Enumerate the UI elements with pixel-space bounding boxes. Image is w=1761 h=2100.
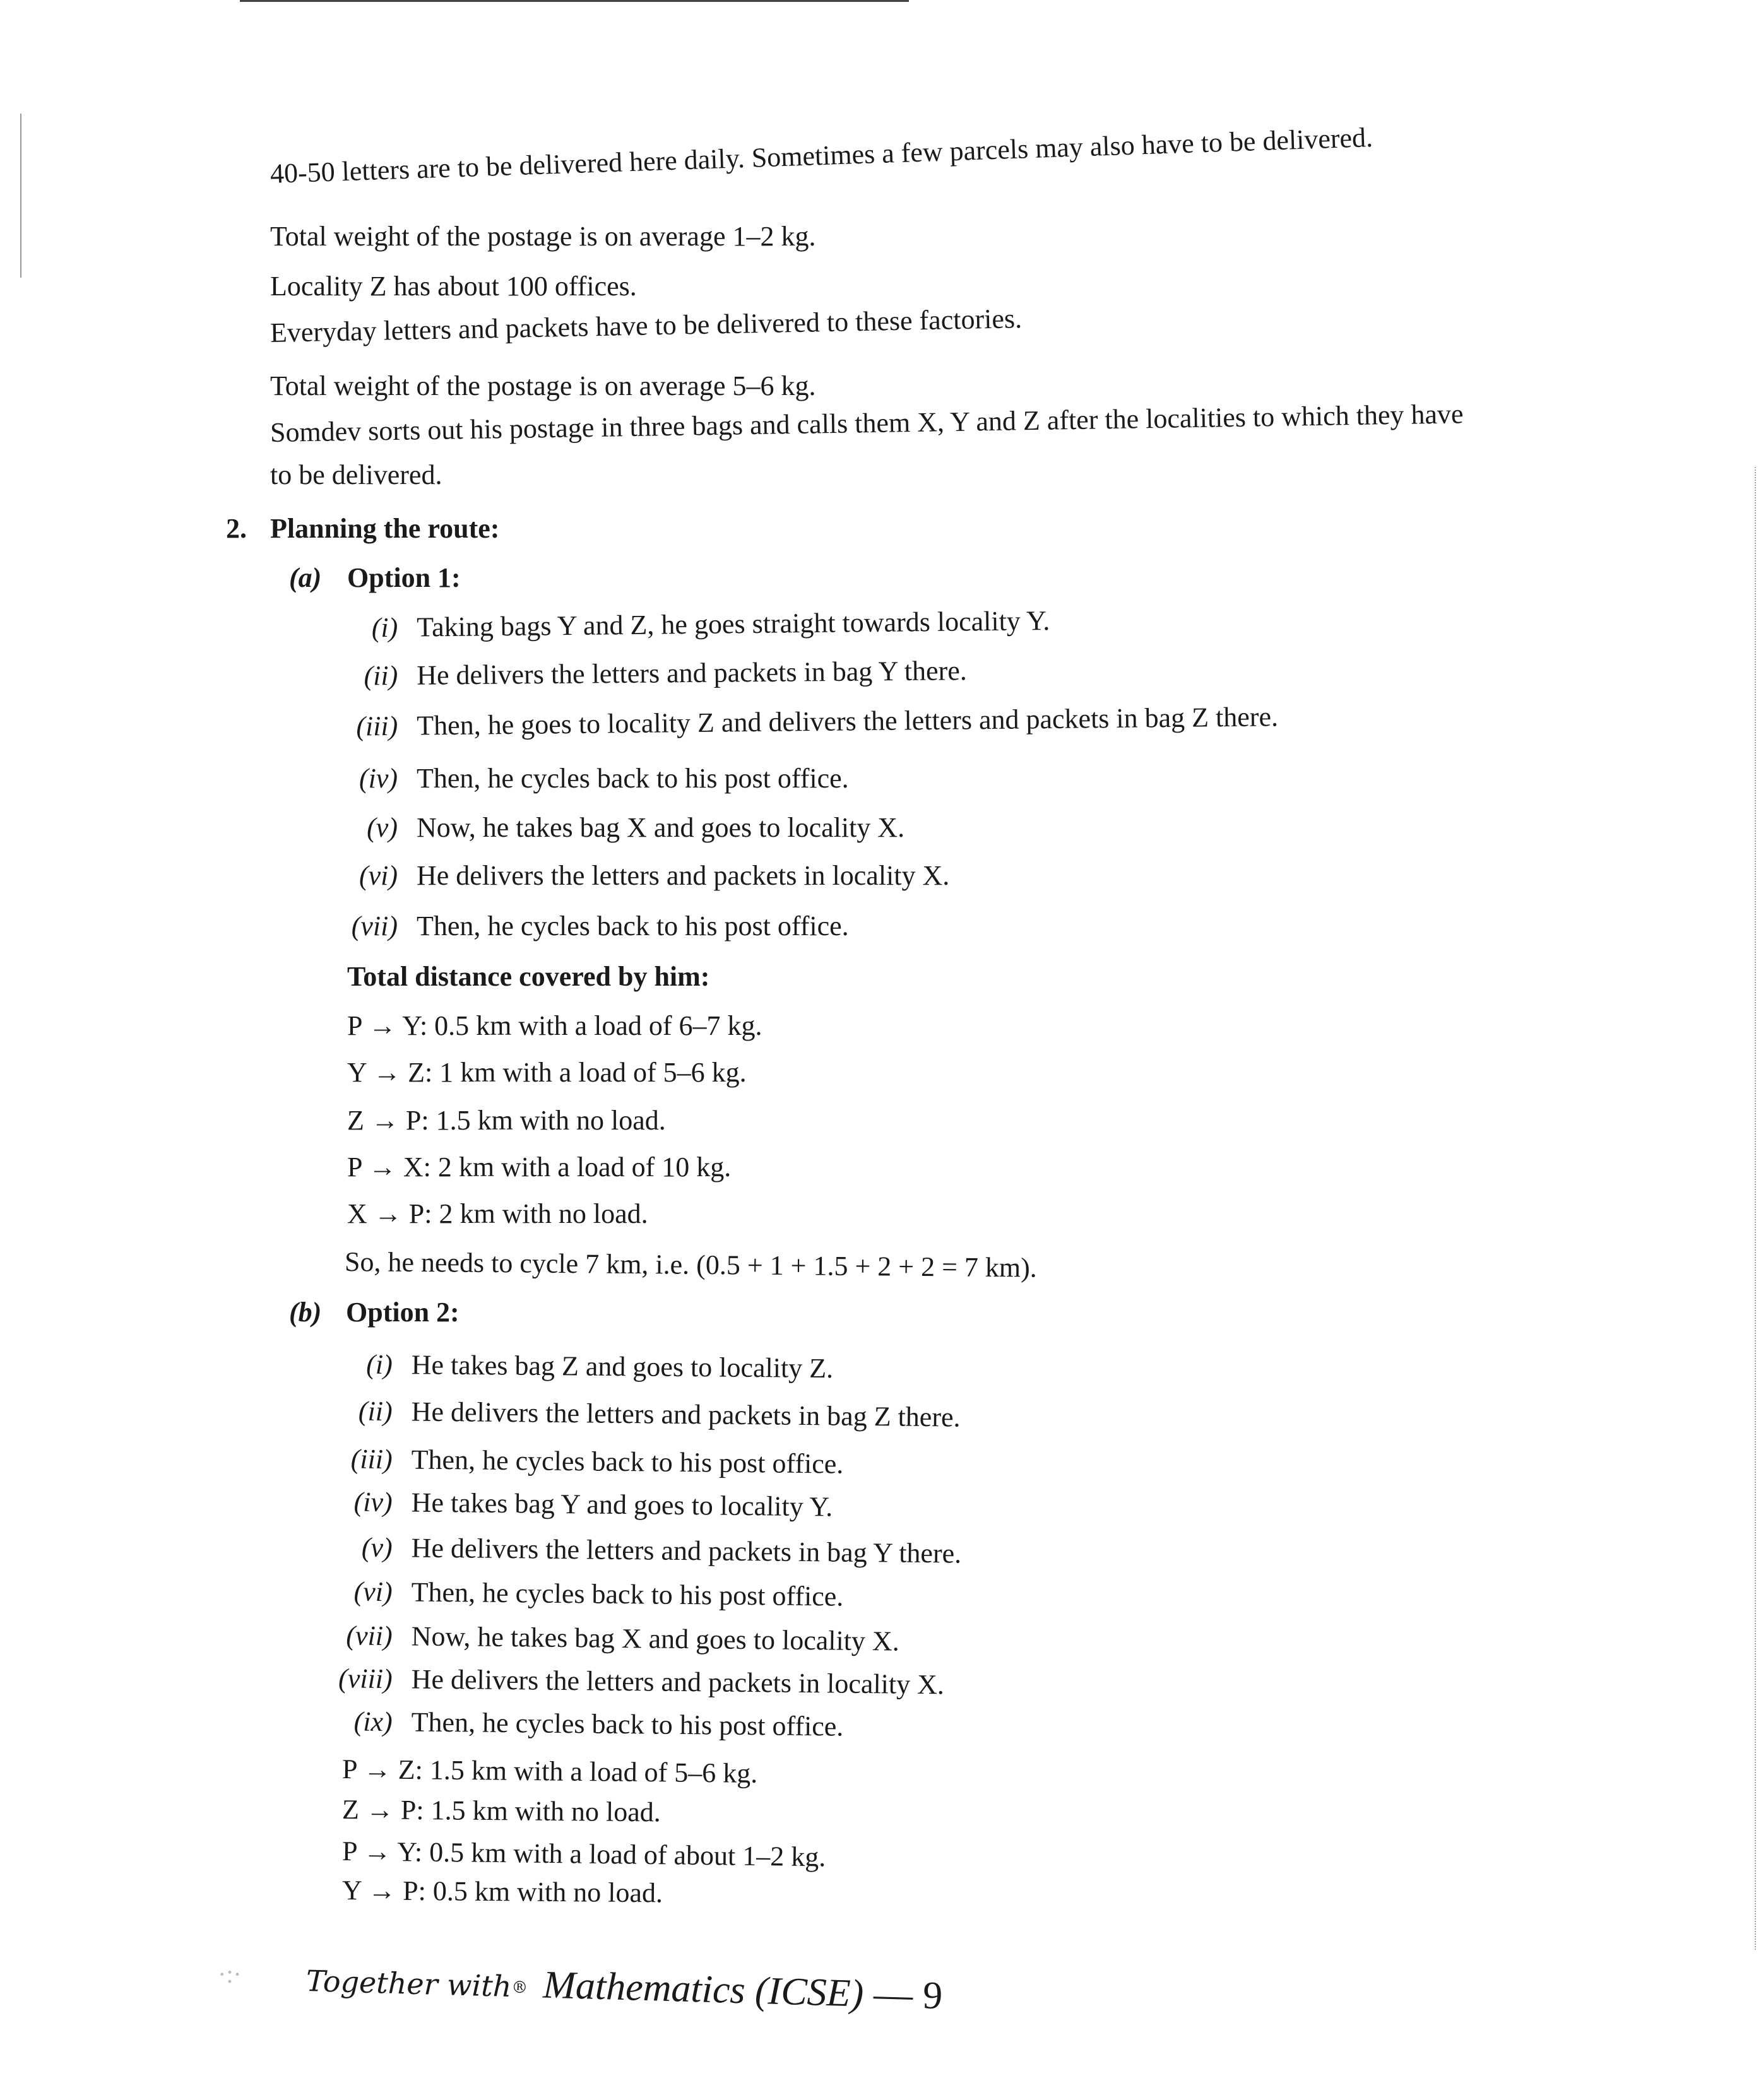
- option1-step: [328, 695, 1654, 742]
- intro-line: Everyday letters and packets have to be delivered to these factories.: [270, 303, 1023, 348]
- intro-line: Somdev sorts out his postage in three bags and calls them X, Y and Z after the localities to which they have: [270, 398, 1464, 448]
- step-text: He delivers the letters and packets in bag Z there.: [411, 1396, 961, 1433]
- page-number: 9: [922, 1974, 944, 2018]
- step-text: Now, he takes bag X and goes to locality X.: [411, 1620, 899, 1657]
- step-numeral: (i): [371, 611, 398, 644]
- step-numeral: (iv): [353, 1486, 393, 1518]
- option2-step: [323, 1484, 1649, 1523]
- intro-line: Total weight of the postage is on average 5–6 kg.: [270, 370, 816, 401]
- step-text: Then, he cycles back to his post office.: [411, 1706, 844, 1742]
- step-numeral: (ii): [358, 1395, 393, 1427]
- step-text: He delivers the letters and packets in bag Y there.: [417, 655, 967, 691]
- intro-line: to be delivered.: [270, 459, 442, 490]
- total-distance-heading: Total distance covered by him:: [347, 961, 710, 992]
- step-numeral: (i): [366, 1348, 393, 1380]
- step-numeral: (ix): [353, 1706, 393, 1738]
- option2-step: [323, 1618, 1649, 1657]
- step-numeral: (vii): [351, 911, 398, 941]
- step-text: Then, he cycles back to his post office.: [411, 1444, 844, 1480]
- route-leg: P → Y: 0.5 km with a load of about 1–2 kg.: [341, 1836, 826, 1873]
- intro-line: Total weight of the postage is on average 1–2 kg.: [270, 221, 816, 252]
- step-text: Then, he cycles back to his post office.: [417, 763, 849, 794]
- page-separator: —: [873, 1973, 914, 2017]
- route-leg: Y → Z: 1 km with a load of 5–6 kg.: [347, 1057, 747, 1088]
- scan-smudge: ·:·: [218, 1960, 242, 1988]
- step-numeral: (v): [367, 812, 398, 843]
- option2-step: [323, 1530, 1649, 1569]
- step-text: He delivers the letters and packets in bag Y there.: [411, 1532, 962, 1569]
- option1-step: [328, 647, 1654, 692]
- option1-summary: So, he needs to cycle 7 km, i.e. (0.5 + 1 + 1.5 + 2 + 2 = 7 km).: [344, 1246, 1037, 1283]
- step-numeral: (vi): [353, 1576, 393, 1608]
- intro-line: 40-50 letters are to be delivered here daily. Sometimes a few parcels may also have to be delivered.: [270, 122, 1373, 189]
- intro-line: Locality Z has about 100 offices.: [270, 271, 637, 302]
- step-numeral: (vii): [346, 1620, 393, 1652]
- brand-name: Together with: [305, 1964, 513, 2004]
- step-numeral: (vi): [359, 860, 398, 891]
- section-number: 2.: [226, 513, 247, 544]
- step-numeral: (iii): [350, 1443, 393, 1475]
- section-heading: Planning the route:: [270, 513, 500, 544]
- step-text: Then, he goes to locality Z and delivers the letters and packets in bag Z there.: [417, 701, 1279, 741]
- subject-title: Mathematics (ICSE): [542, 1963, 865, 2015]
- option2-step: [323, 1704, 1649, 1742]
- route-leg: Z → P: 1.5 km with no load.: [347, 1105, 666, 1136]
- step-numeral: (ii): [364, 660, 398, 692]
- registered-mark: ®: [511, 1978, 528, 1998]
- step-numeral: (v): [361, 1531, 393, 1564]
- step-text: Taking bags Y and Z, he goes straight towards locality Y.: [417, 605, 1050, 643]
- option2-step: [323, 1661, 1649, 1701]
- route-leg: Z → P: 1.5 km with no load.: [341, 1794, 661, 1828]
- step-numeral: (iv): [359, 763, 398, 794]
- option2-heading: Option 2:: [346, 1297, 460, 1328]
- step-numeral: (iii): [356, 710, 398, 742]
- option2-step: [323, 1574, 1649, 1612]
- option1-step: [328, 597, 1654, 644]
- step-numeral: (viii): [338, 1663, 393, 1695]
- option2-label: (b): [289, 1297, 322, 1328]
- route-leg: P → Z: 1.5 km with a load of 5–6 kg.: [341, 1754, 758, 1789]
- step-text: He takes bag Y and goes to locality Y.: [411, 1487, 833, 1523]
- option1-label: (a): [289, 562, 322, 593]
- route-leg: X → P: 2 km with no load.: [347, 1198, 648, 1229]
- option2-step: [323, 1441, 1649, 1480]
- step-text: He delivers the letters and packets in locality X.: [417, 860, 950, 891]
- route-leg: P → Y: 0.5 km with a load of 6–7 kg.: [347, 1010, 762, 1041]
- route-leg: P → X: 2 km with a load of 10 kg.: [347, 1152, 732, 1183]
- step-text: Now, he takes bag X and goes to locality X.: [417, 812, 905, 843]
- route-leg: Y → P: 0.5 km with no load.: [341, 1875, 663, 1909]
- step-text: Then, he cycles back to his post office.: [417, 911, 849, 941]
- step-text: He takes bag Z and goes to locality Z.: [411, 1349, 834, 1384]
- step-text: Then, he cycles back to his post office.: [411, 1576, 844, 1612]
- option1-heading: Option 1:: [347, 562, 461, 593]
- step-text: He delivers the letters and packets in locality X.: [411, 1663, 945, 1701]
- option2-step: [323, 1393, 1649, 1433]
- option2-step: [323, 1347, 1649, 1384]
- page-footer: [305, 1956, 943, 2019]
